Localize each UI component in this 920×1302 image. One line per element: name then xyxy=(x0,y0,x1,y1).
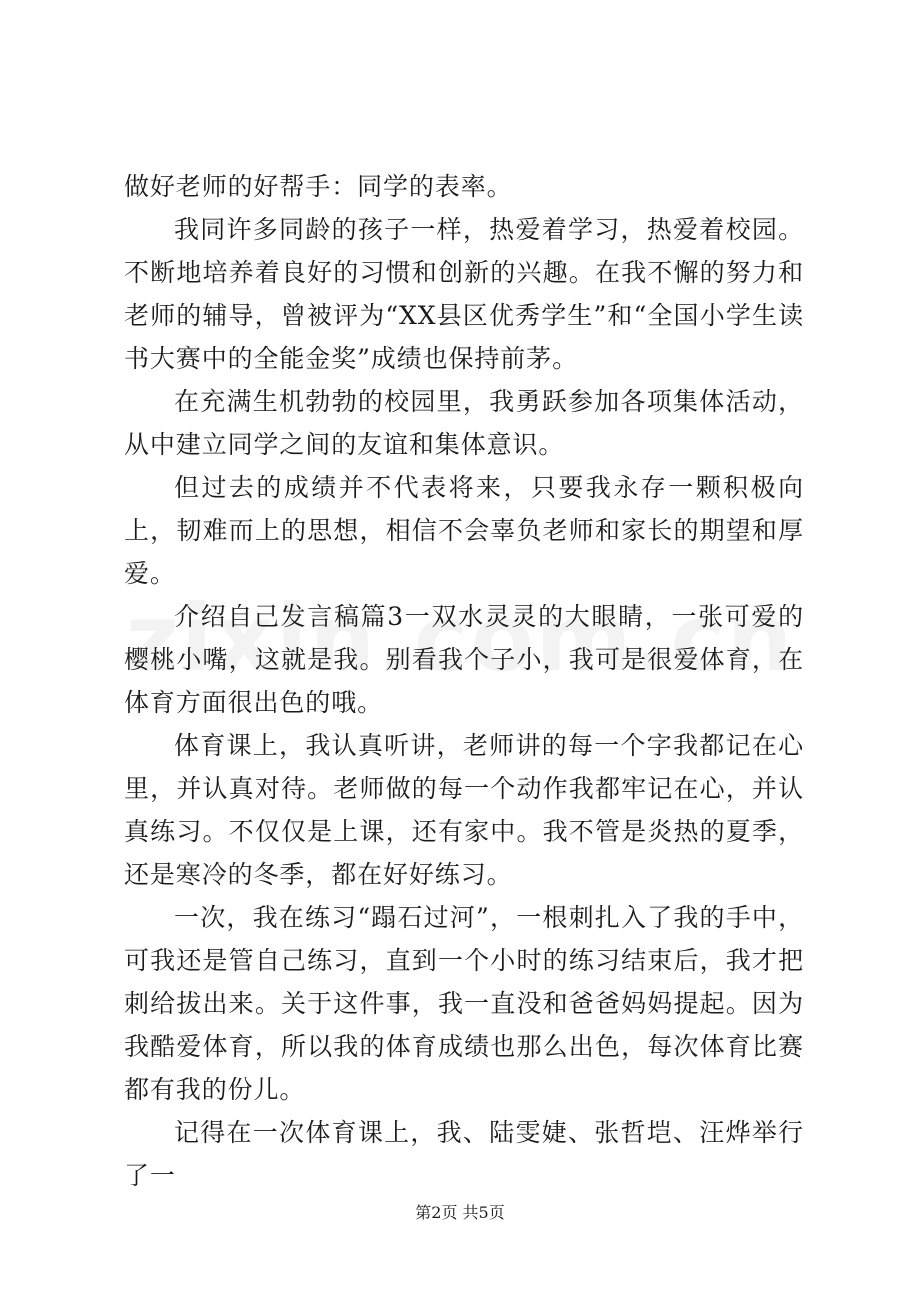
document-body xyxy=(124,165,804,1197)
paragraph: 记得在一次体育课上，我、陆雯婕、张哲垲、汪烨举行了一 xyxy=(124,1118,804,1190)
paragraph: 我同许多同龄的孩子一样，热爱着学习，热爱着校园。不断地培养着良好的习惯和创新的兴趣。在我不懈的努力和老师的辅导，曾被评为“XX县区优秀学生”和“全国小学生读书大赛中的全能金奖”成绩也保持前茅。 xyxy=(124,215,804,373)
paragraph: 在充满生机勃勃的校园里，我勇跃参加各项集体活动，从中建立同学之间的友谊和集体意识。 xyxy=(124,387,804,459)
paragraph: 做好老师的好帮手：同学的表率。 xyxy=(124,172,513,201)
paragraph: 介绍自己发言稿篇3一双水灵灵的大眼睛，一张可爱的樱桃小嘴，这就是我。别看我个子小，我可是很爱体育，在体育方面很出色的哦。 xyxy=(124,602,804,717)
page-number-footer: 第2页 共5页 xyxy=(415,1203,505,1222)
paragraph: 一次，我在练习“蹋石过河”，一根刺扎入了我的手中，可我还是管自己练习，直到一个小时的练习结束后，我才把刺给拔出来。关于这件事，我一直没和爸爸妈妈提起。因为我酷爱体育，所以我的体育成绩也那么出色，每次体育比赛都有我的份儿。 xyxy=(124,903,804,1104)
paragraph: 体育课上，我认真听讲，老师讲的每一个字我都记在心里，并认真对待。老师做的每一个动作我都牢记在心，并认真练习。不仅仅是上课，还有家中。我不管是炎热的夏季，还是寒冷的冬季，都在好好练习。 xyxy=(124,731,804,889)
paragraph: 但过去的成绩并不代表将来，只要我永存一颗积极向上，韧难而上的思想，相信不会辜负老师和家长的期望和厚爱。 xyxy=(124,473,804,588)
